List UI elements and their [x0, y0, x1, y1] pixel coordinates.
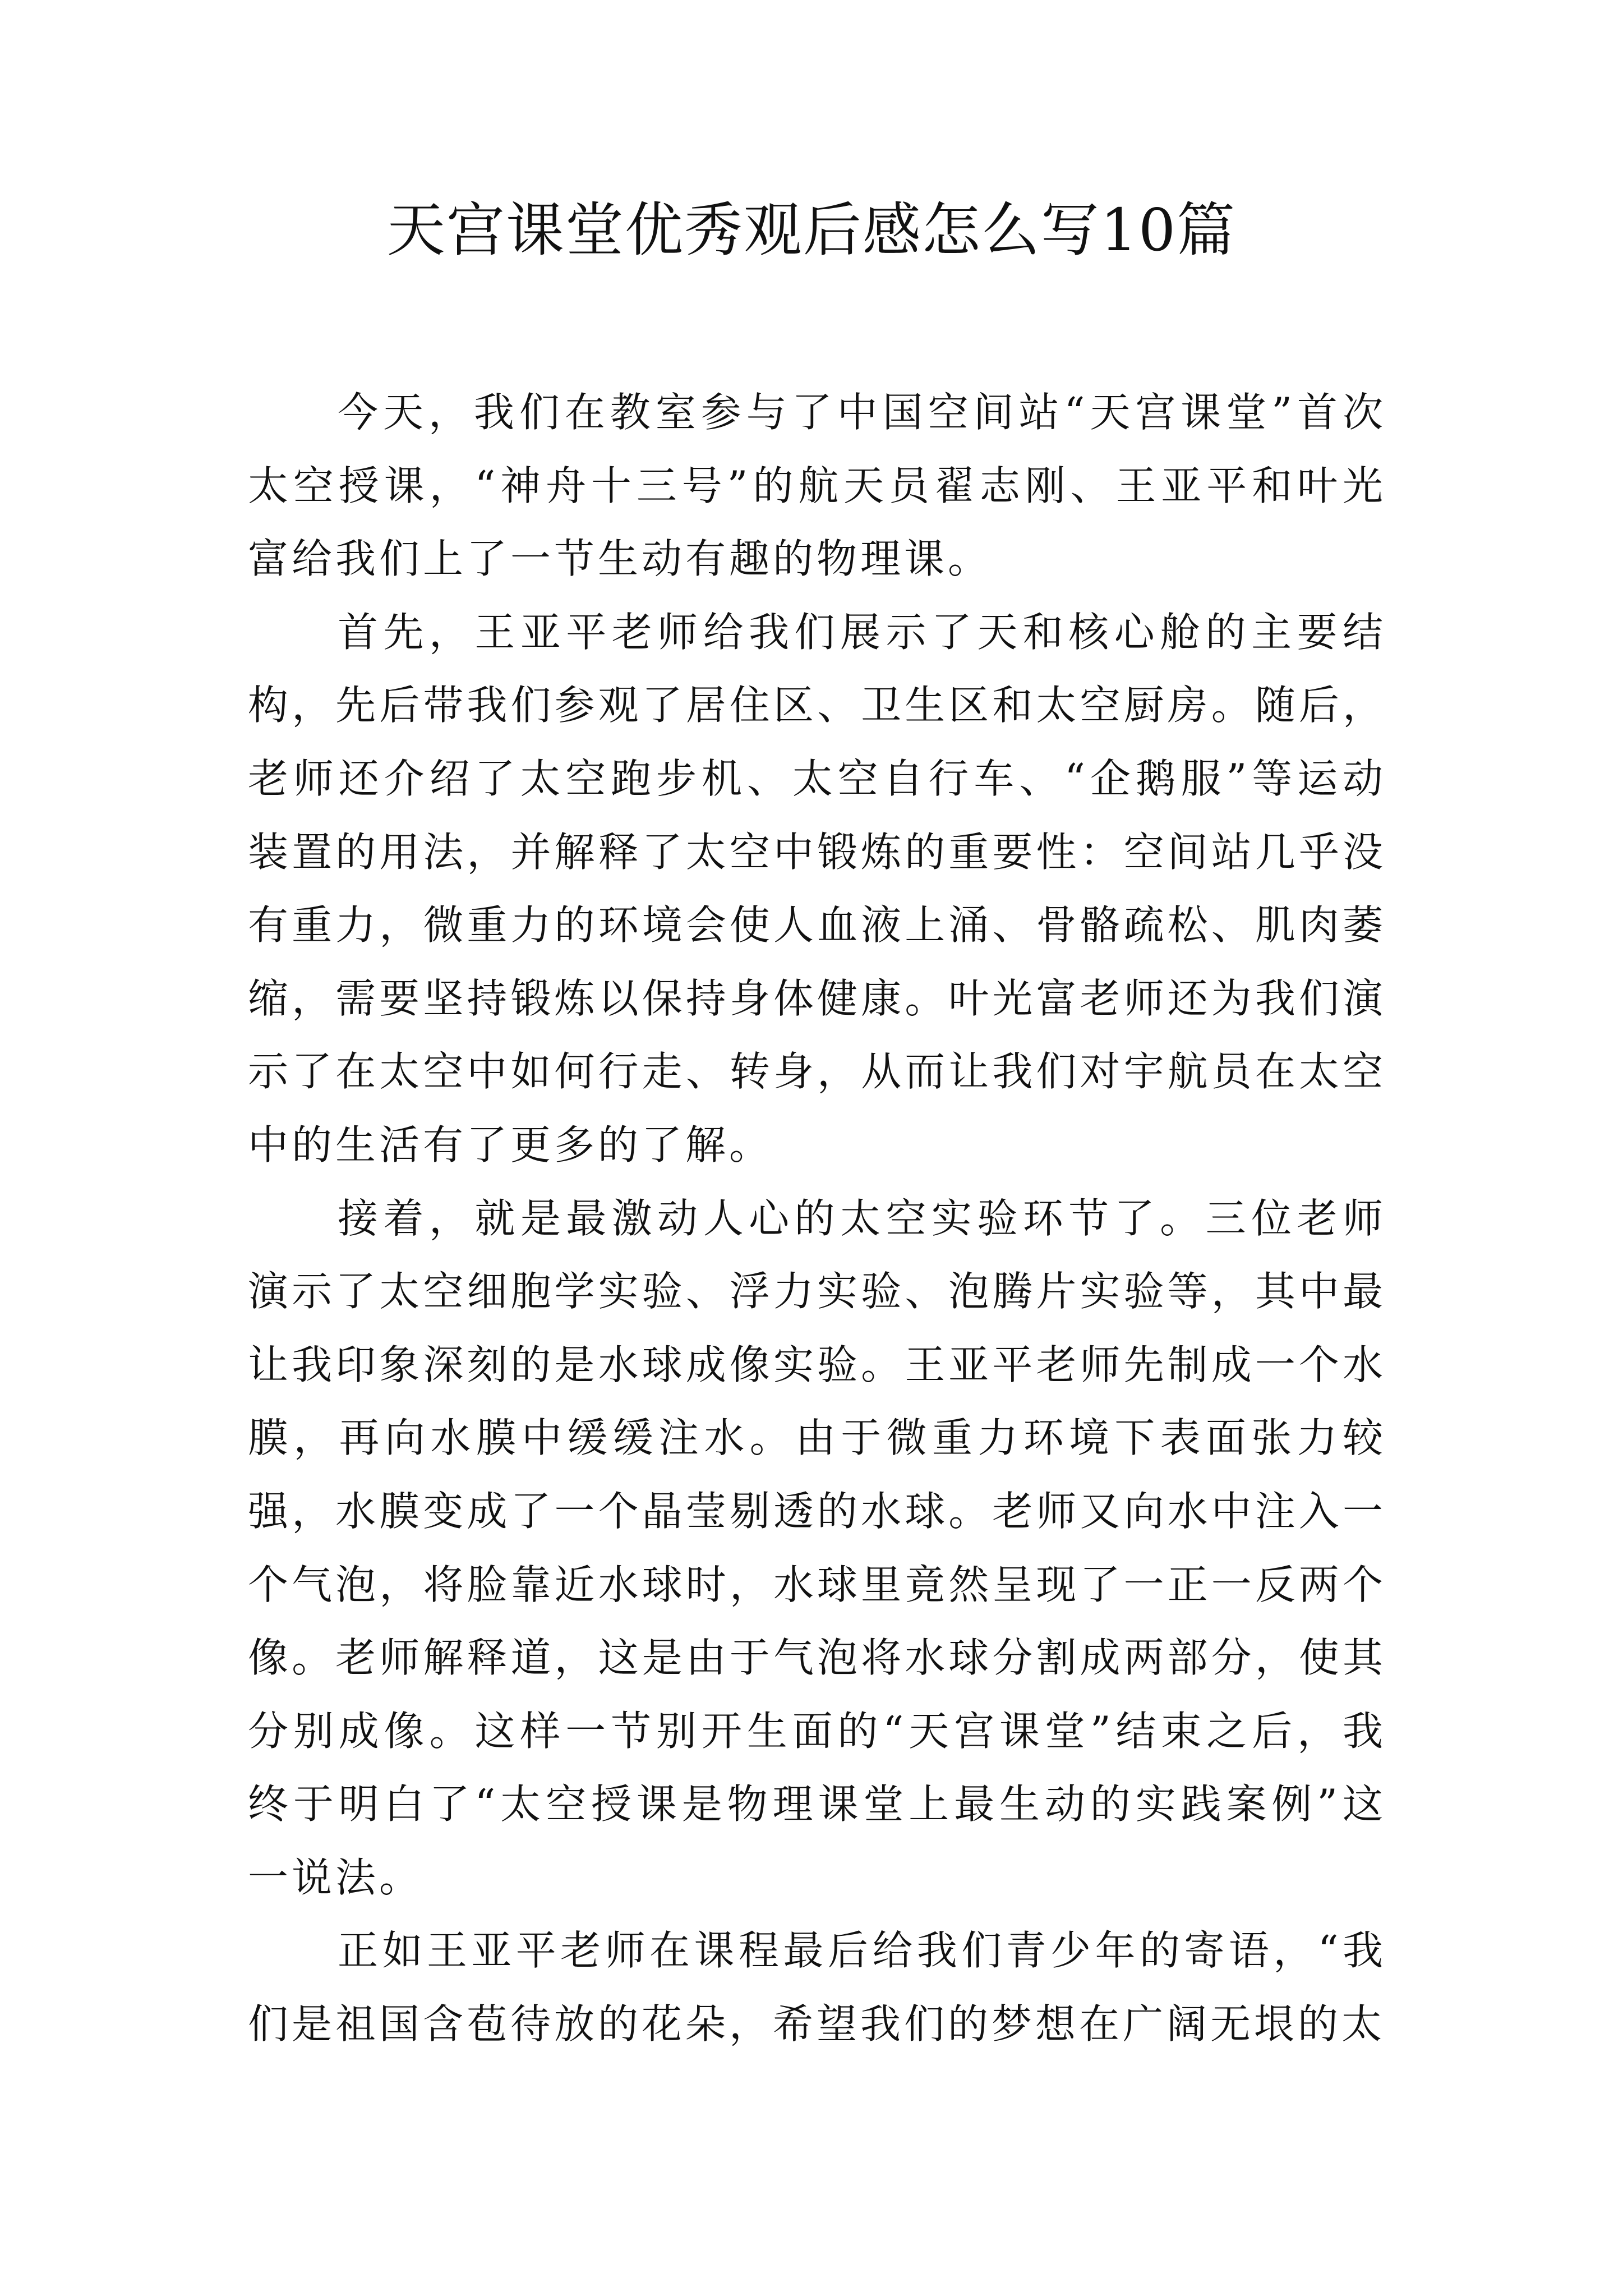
paragraph: 今天，我们在教室参与了中国空间站“天宫课堂”首次太空授课，“神舟十三号”的航天员翟志刚、王亚平和叶光富给我们上了一节生动有趣的物理课。	[248, 389, 1386, 583]
paragraph: 正如王亚平老师在课程最后给我们青少年的寄语，“我们是祖国含苞待放的花朵，希望我们的梦想在广阔无垠的太	[248, 1927, 1386, 2048]
document-body	[248, 376, 1386, 2061]
document-title: 天宫课堂优秀观后感怎么写10篇	[386, 196, 1237, 264]
paragraph: 接着，就是最激动人心的太空实验环节了。三位老师演示了太空细胞学实验、浮力实验、泡腾片实验等，其中最让我印象深刻的是水球成像实验。王亚平老师先制成一个水膜，再向水膜中缓缓注水。由于微重力环境下表面张力较强，水膜变成了一个晶莹剔透的水球。老师又向水中注入一个气泡，将脸靠近水球时，水球里竟然呈现了一正一反两个像。老师解释道，这是由于气泡将水球分割成两部分，使其分别成像。这样一节别开生面的“天宫课堂”结束之后，我终于明白了“太空授课是物理课堂上最生动的实践案例”这一说法。	[248, 1194, 1386, 1901]
paragraph: 首先，王亚平老师给我们展示了天和核心舱的主要结构，先后带我们参观了居住区、卫生区和太空厨房。随后，老师还介绍了太空跑步机、太空自行车、“企鹅服”等运动装置的用法，并解释了太空中锻炼的重要性：空间站几乎没有重力，微重力的环境会使人血液上涌、骨骼疏松、肌肉萎缩，需要坚持锻炼以保持身体健康。叶光富老师还为我们演示了在太空中如何行走、转身，从而让我们对宇航员在太空中的生活有了更多的了解。	[248, 608, 1386, 1168]
